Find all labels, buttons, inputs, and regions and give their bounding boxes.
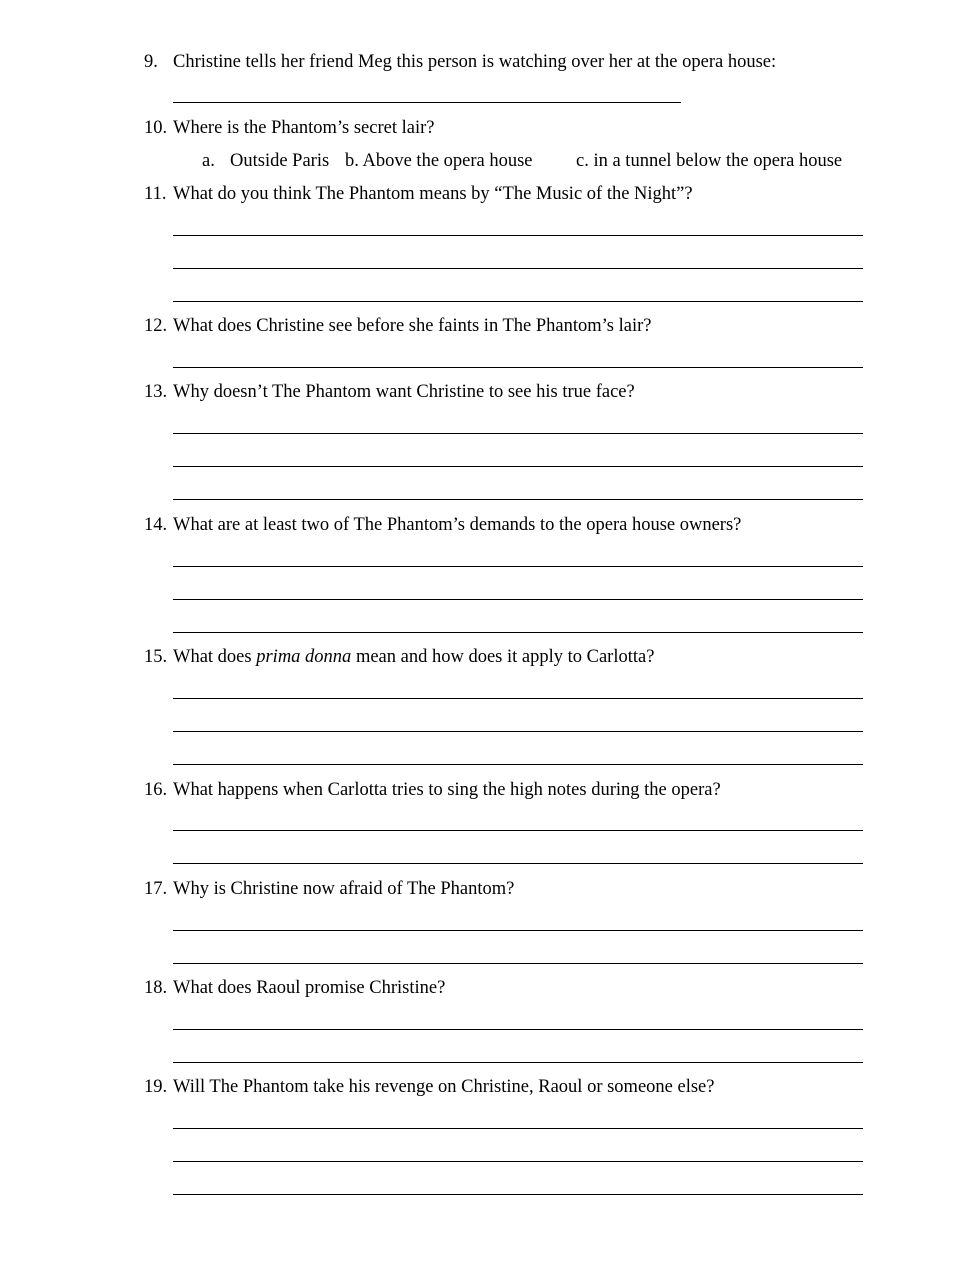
question-text: What are at least two of The Phantom’s demands to the opera house owners? [173, 515, 742, 535]
question-text-end: mean and how does it apply to Carlotta? [351, 647, 655, 667]
question-12 [144, 314, 651, 338]
question-text: Why is Christine now afraid of The Phantom? [173, 879, 515, 899]
question-number: 13. [144, 382, 168, 402]
question-19 [144, 1075, 714, 1099]
question-number: 10. [144, 118, 168, 138]
answer-line[interactable] [173, 301, 863, 302]
question-9 [144, 50, 776, 74]
question-14 [144, 513, 741, 537]
option-b[interactable]: b. Above the opera house [345, 151, 533, 171]
question-number: 17. [144, 879, 168, 899]
question-term: prima donna [256, 647, 352, 667]
answer-line[interactable] [173, 1062, 863, 1063]
question-10 [144, 116, 434, 140]
answer-line[interactable] [173, 731, 863, 732]
question-13 [144, 380, 635, 404]
option-a-marker: a. [202, 151, 215, 171]
question-number: 14. [144, 515, 168, 535]
option-a[interactable]: Outside Paris [230, 151, 330, 171]
answer-line[interactable] [173, 830, 863, 831]
question-number: 11. [144, 184, 167, 204]
question-text: Will The Phantom take his revenge on Christine, Raoul or someone else? [173, 1077, 715, 1097]
question-text-start: What does [173, 647, 257, 667]
answer-line[interactable] [173, 566, 863, 567]
answer-line[interactable] [173, 235, 863, 236]
answer-line[interactable] [173, 1194, 863, 1195]
answer-line[interactable] [173, 102, 681, 103]
question-text: What does Christine see before she faints in The Phantom’s lair? [173, 316, 652, 336]
answer-line[interactable] [173, 1128, 863, 1129]
question-text: Where is the Phantom’s secret lair? [173, 118, 435, 138]
question-17 [144, 877, 514, 901]
question-text: Christine tells her friend Meg this person is watching over her at the opera house: [173, 52, 777, 72]
question-16 [144, 778, 721, 802]
answer-line[interactable] [173, 1029, 863, 1030]
answer-line[interactable] [173, 698, 863, 699]
answer-line[interactable] [173, 433, 863, 434]
question-number: 18. [144, 978, 168, 998]
question-15 [144, 645, 654, 669]
answer-line[interactable] [173, 367, 863, 368]
answer-line[interactable] [173, 268, 863, 269]
question-number: 16. [144, 780, 168, 800]
question-text: What does Raoul promise Christine? [173, 978, 446, 998]
answer-line[interactable] [173, 632, 863, 633]
question-number: 12. [144, 316, 168, 336]
option-c[interactable]: c. in a tunnel below the opera house [576, 151, 843, 171]
answer-line[interactable] [173, 466, 863, 467]
question-number: 19. [144, 1077, 168, 1097]
question-number: 9. [144, 52, 158, 72]
answer-line[interactable] [173, 764, 863, 765]
answer-line[interactable] [173, 863, 863, 864]
question-text: What do you think The Phantom means by “The Music of the Night”? [173, 184, 693, 204]
answer-line[interactable] [173, 930, 863, 931]
question-11 [144, 182, 693, 206]
question-text: What happens when Carlotta tries to sing the high notes during the opera? [173, 780, 721, 800]
question-number: 15. [144, 647, 168, 667]
answer-line[interactable] [173, 599, 863, 600]
answer-line[interactable] [173, 963, 863, 964]
question-18 [144, 976, 445, 1000]
question-text: Why doesn’t The Phantom want Christine to see his true face? [173, 382, 635, 402]
answer-line[interactable] [173, 1161, 863, 1162]
answer-line[interactable] [173, 499, 863, 500]
